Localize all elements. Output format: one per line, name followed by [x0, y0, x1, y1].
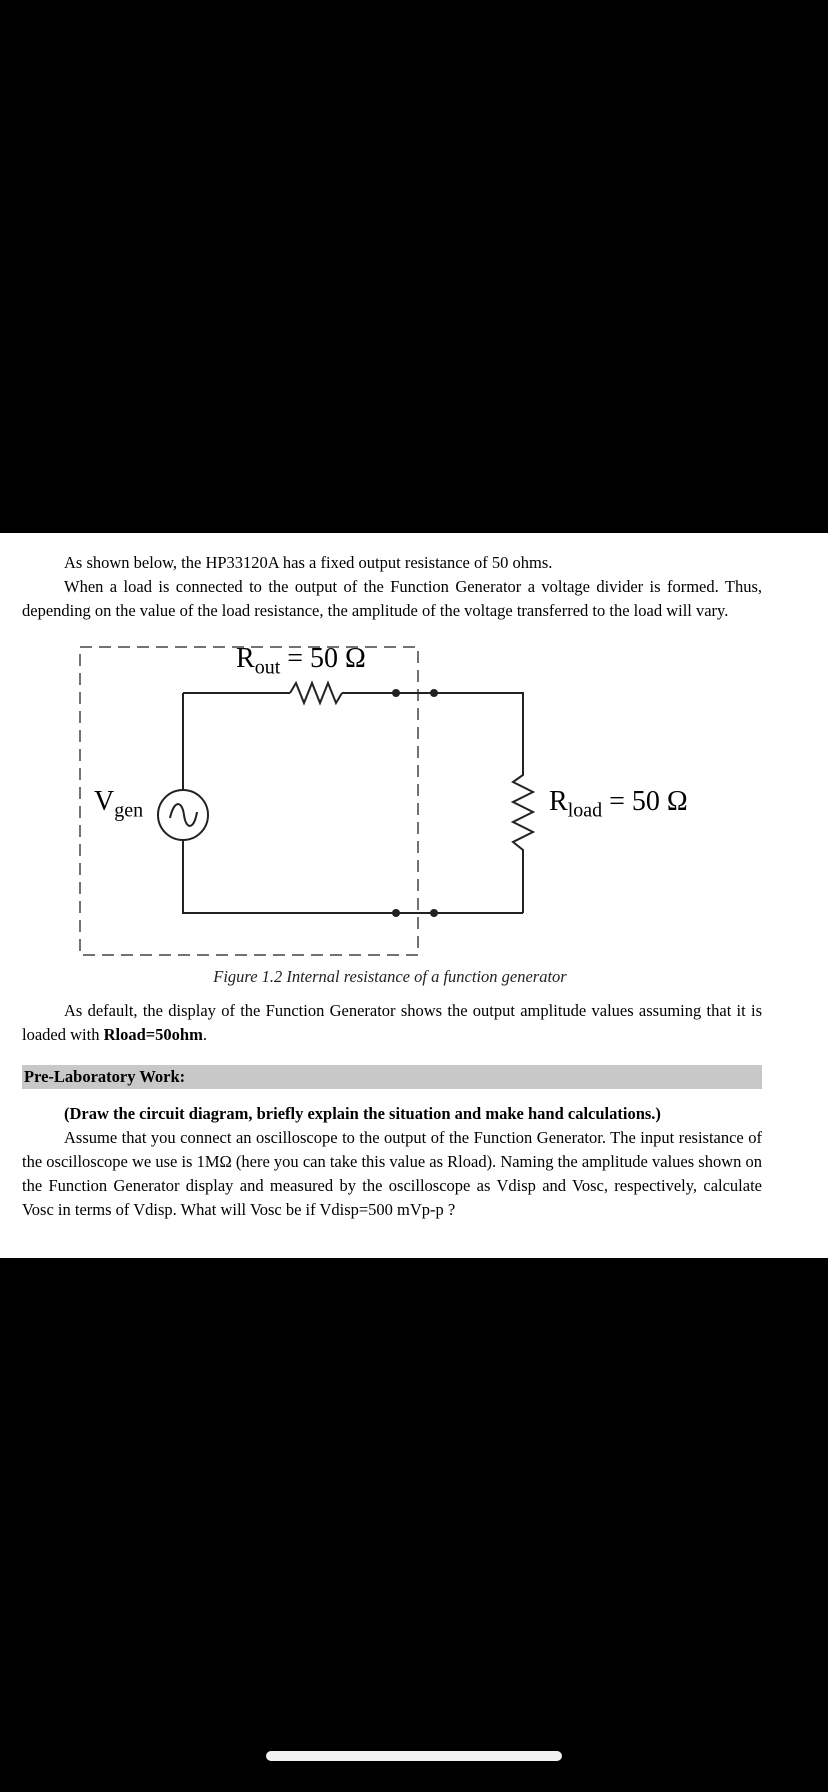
rout-resistor	[290, 683, 342, 703]
rload-value: = 50 Ω	[609, 786, 688, 817]
rload-resistor	[513, 760, 533, 913]
home-indicator[interactable]	[266, 1751, 562, 1761]
terminal-top-left	[392, 689, 400, 697]
rload-subscript: load	[567, 799, 603, 822]
rout-symbol: R	[236, 643, 255, 674]
paragraph-1-text: As shown below, the HP33120A has a fixed output resistance of 50 ohms.	[64, 553, 553, 572]
paragraph-3-end: .	[202, 1025, 207, 1044]
vgen-label	[94, 786, 143, 827]
section-bar	[22, 1065, 762, 1089]
terminal-top-right	[430, 689, 438, 697]
top-wire-right	[342, 693, 523, 760]
paragraph-2	[22, 575, 762, 623]
rout-subscript: out	[254, 656, 281, 679]
rout-value: = 50 Ω	[287, 643, 366, 674]
top-wire-left	[183, 693, 290, 700]
bottom-wire	[183, 840, 523, 913]
paragraph-3	[22, 999, 762, 1047]
black-bottom-area	[0, 1258, 828, 1792]
paragraph-1	[22, 551, 762, 575]
instruction	[22, 1102, 762, 1126]
rload-default-value: Rload=50ohm	[103, 1025, 203, 1044]
terminal-bottom-left	[392, 909, 400, 917]
rout-label	[236, 643, 366, 684]
paragraph-4	[22, 1126, 762, 1222]
rload-symbol: R	[549, 786, 568, 817]
paragraph-3-text: As default, the display of the Function Generator shows the output amplitude values assuming that it is loaded with	[22, 1001, 762, 1044]
circuit-figure	[0, 640, 828, 970]
paragraph-4-text: Assume that you connect an oscilloscope to the output of the Function Generator. The input resistance of the oscilloscope we use is 1MΩ (here you can take this value as Rload). Naming the amplitude values shown on the Function Generator display and measured by the oscilloscope as Vdisp and Vosc, respectively, calculate Vosc in terms of Vdisp. What will Vosc be if Vdisp=500 mVp-p ?	[22, 1128, 762, 1219]
paragraph-2-text: When a load is connected to the output of the Function Generator a voltage divider is formed. Thus, depending on the value of the load resistance, the amplitude of the voltage transferred to the load will vary.	[22, 577, 762, 620]
rload-label	[549, 786, 688, 827]
section-title: Pre-Laboratory Work:	[24, 1067, 186, 1086]
instruction-text: (Draw the circuit diagram, briefly explain the situation and make hand calculations.)	[64, 1104, 661, 1123]
vgen-subscript: gen	[114, 799, 144, 822]
vgen-symbol: V	[94, 786, 115, 817]
figure-caption: Figure 1.2 Internal resistance of a function generator	[213, 967, 567, 986]
terminal-bottom-right	[430, 909, 438, 917]
